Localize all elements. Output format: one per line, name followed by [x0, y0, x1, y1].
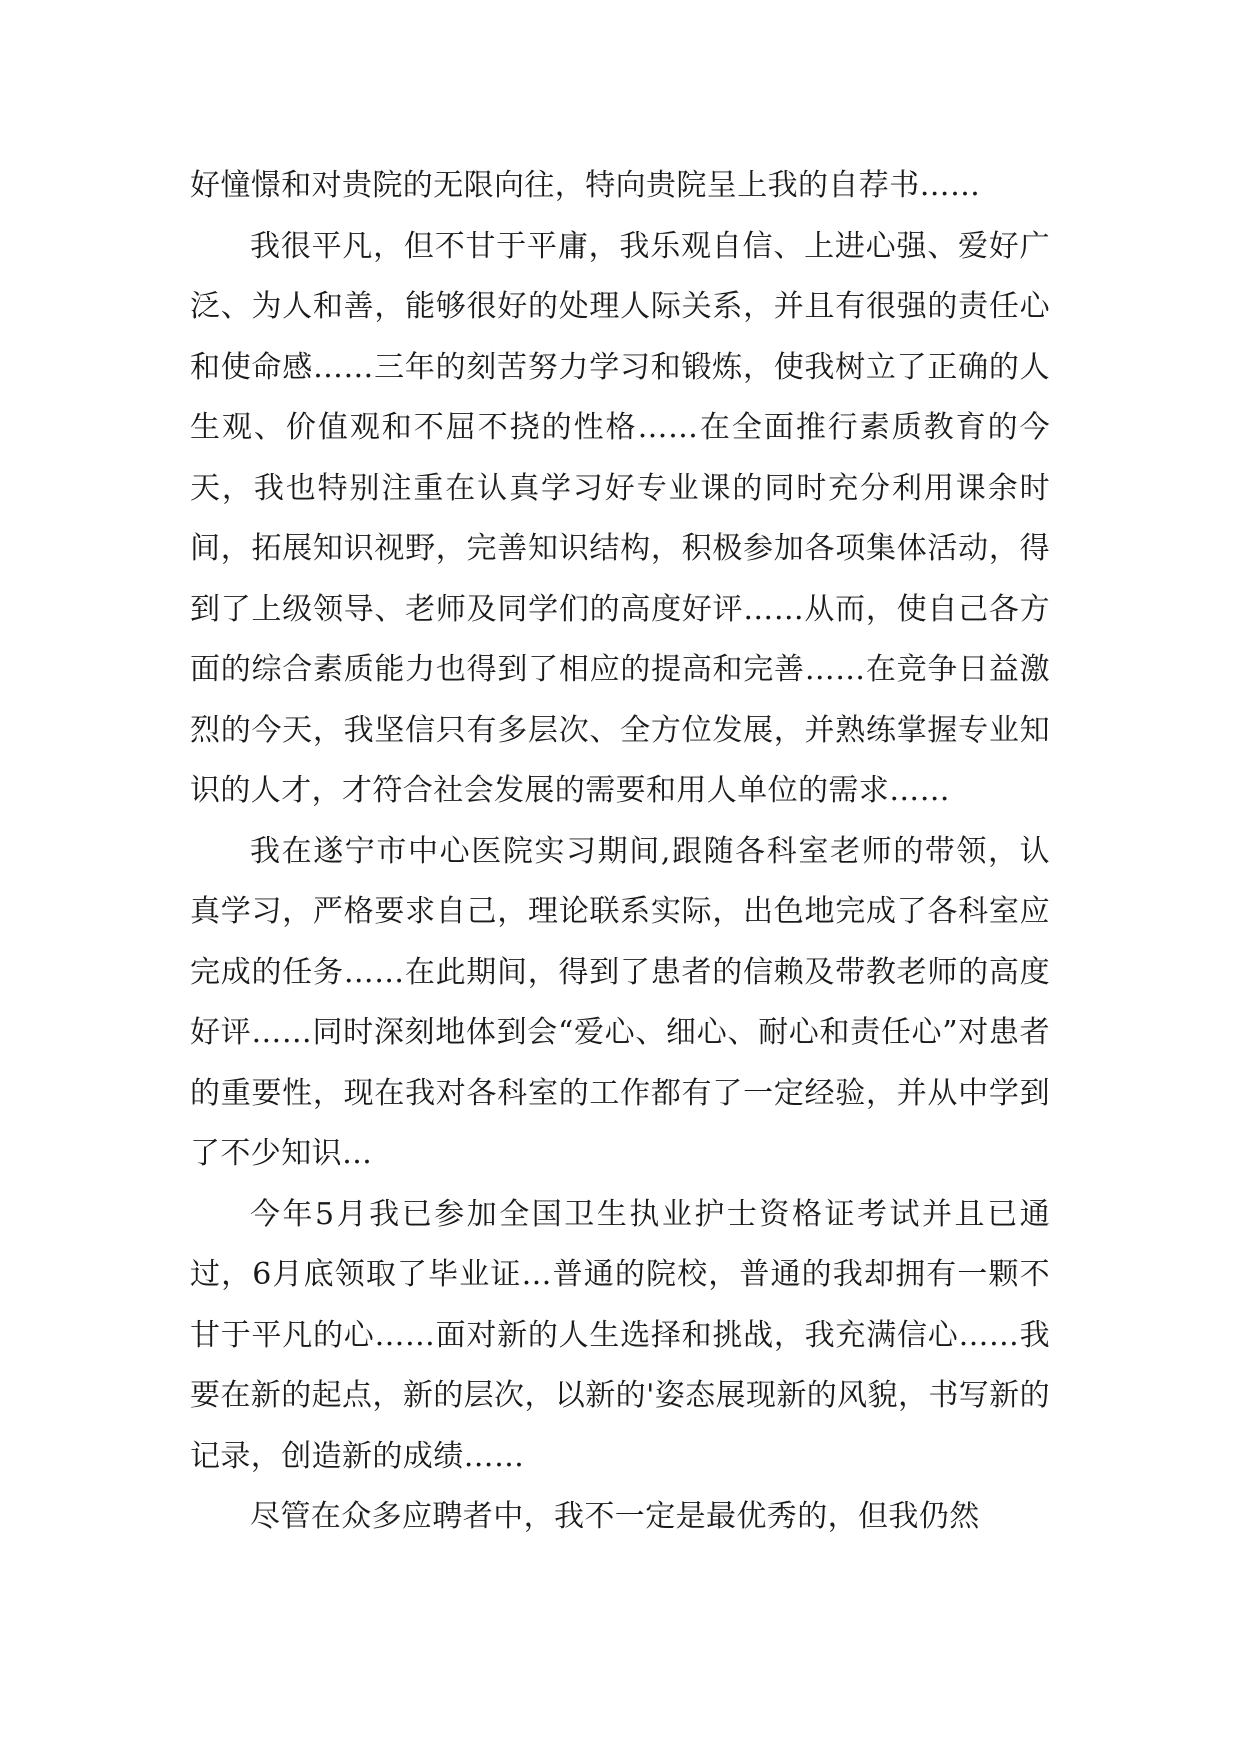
paragraph-2: 我很平凡，但不甘于平庸，我乐观自信、上进心强、爱好广泛、为人和善，能够很好的处理人际关系，并且有很强的责任心和使命感……三年的刻苦努力学习和锻炼，使我树立了正确的人生观、价值观和不屈不挠的性格……在全面推行素质教育的今天，我也特别注重在认真学习好专业课的同时充分利用课余时间，拓展知识视野，完善知识结构，积极参加各项集体活动，得到了上级领导、老师及同学们的高度好评……从而，使自己各方面的综合素质能力也得到了相应的提高和完善……在竞争日益激烈的今天，我坚信只有多层次、全方位发展，并熟练掌握专业知识的人才，才符合社会发展的需要和用人单位的需求…… [190, 228, 1050, 808]
paragraph-1: 好憧憬和对贵院的无限向往，特向贵院呈上我的自荐书…… [190, 168, 981, 203]
paragraph-3: 我在遂宁市中心医院实习期间,跟随各科室老师的带领，认真学习，严格要求自己，理论联系实际，出色地完成了各科室应完成的任务……在此期间，得到了患者的信赖及带教老师的高度好评……同时深刻地体到会“爱心、细心、耐心和责任心”对患者的重要性，现在我对各科室的工作都有了一定经验，并从中学到了不少知识… [190, 833, 1050, 1171]
paragraph-5: 尽管在众多应聘者中，我不一定是最优秀的，但我仍然 [250, 1499, 980, 1534]
body-text [190, 156, 1050, 1548]
paragraph-4: 今年5月我已参加全国卫生执业护士资格证考试并且已通过，6月底领取了毕业证…普通的院校，普通的我却拥有一颗不甘于平凡的心……面对新的人生选择和挑战，我充满信心……我要在新的起点，新的层次，以新的'姿态展现新的风貌，书写新的记录，创造新的成绩…… [190, 1196, 1050, 1474]
